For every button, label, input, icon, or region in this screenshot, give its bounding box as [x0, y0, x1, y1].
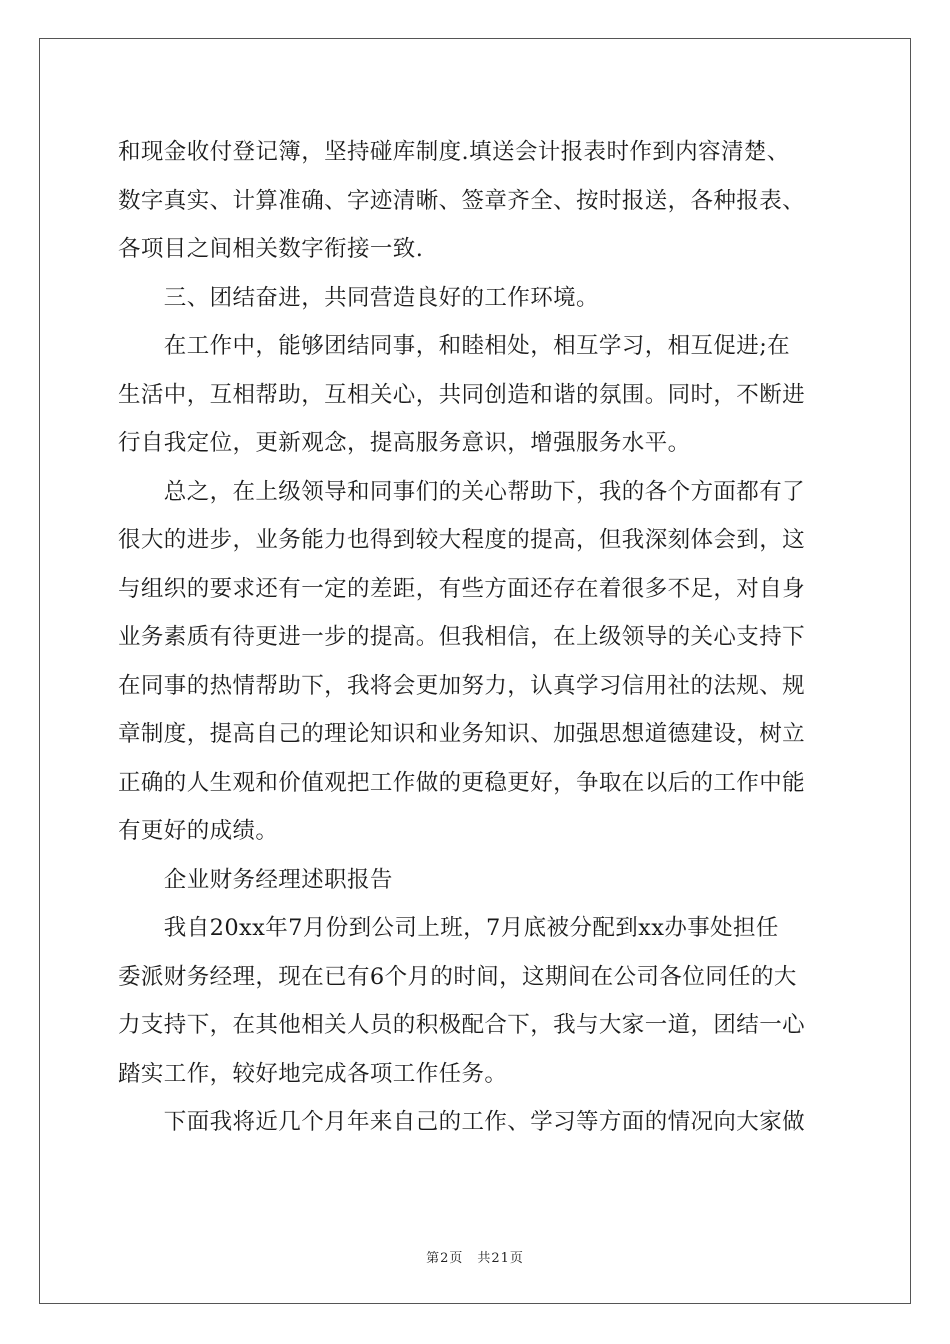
- text-line: 章制度，提高自己的理论知识和业务知识、加强思想道德建设，树立: [118, 721, 806, 747]
- text-line: 与组织的要求还有一定的差距，有些方面还存在着很多不足，对自身: [118, 575, 806, 602]
- text-line: 我自20xx年7月份到公司上班，7月底被分配到xx办事处担任: [118, 915, 779, 941]
- text-line: 数字真实、计算准确、字迹清晰、签章齐全、按时报送，各种报表、: [118, 187, 806, 214]
- text-line: 很大的进步，业务能力也得到较大程度的提高，但我深刻体会到，这: [118, 527, 806, 553]
- text-line: 各项目之间相关数字衔接一致.: [118, 236, 424, 262]
- section-heading: 三、团结奋进，共同营造良好的工作环境。: [118, 284, 599, 311]
- text-line: 踏实工作，较好地完成各项工作任务。: [118, 1060, 508, 1087]
- text-line: 力支持下，在其他相关人员的积极配合下，我与大家一道，团结一心: [118, 1012, 806, 1038]
- text-line: 在同事的热情帮助下，我将会更加努力，认真学习信用社的法规、规: [118, 672, 806, 699]
- text-line: 和现金收付登记簿，坚持碰库制度.填送会计报表时作到内容清楚、: [118, 139, 790, 165]
- text-line: 下面我将近几个月年来自己的工作、学习等方面的情况向大家做: [118, 1109, 806, 1135]
- document-body: [118, 128, 834, 1147]
- text-line: 在工作中，能够团结同事，和睦相处，相互学习，相互促进;在: [118, 333, 791, 359]
- text-line: 总之，在上级领导和同事们的关心帮助下，我的各个方面都有了: [118, 478, 806, 505]
- report-title: 企业财务经理述职报告: [118, 866, 393, 893]
- page-number-footer: 第2页 共21页: [426, 1251, 524, 1266]
- text-line: 委派财务经理，现在已有6个月的时间，这期间在公司各位同任的大: [118, 963, 797, 990]
- text-line: 业务素质有待更进一步的提高。但我相信，在上级领导的关心支持下: [118, 624, 806, 650]
- text-line: 有更好的成绩。: [118, 818, 279, 844]
- text-line: 行自我定位，更新观念，提高服务意识，增强服务水平。: [118, 430, 691, 456]
- text-line: 生活中，互相帮助，互相关心，共同创造和谐的氛围。同时，不断进: [118, 381, 806, 408]
- text-line: 正确的人生观和价值观把工作做的更稳更好，争取在以后的工作中能: [118, 769, 806, 796]
